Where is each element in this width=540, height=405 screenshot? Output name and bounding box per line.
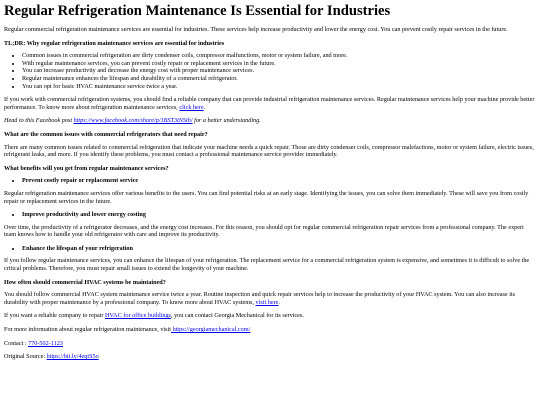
company-suffix: , you can contact Georgia Mechanical for its services. (170, 312, 304, 320)
company-prefix: If you want a reliable company to repair (4, 312, 106, 320)
list-item: • With regular maintenance services, you can prevent costly repair or replacement services in the future. (22, 60, 536, 68)
list-item: • Common issues in commercial refrigeration are dirty condenser coils, compressor malfunctions, motor or system failure, and more. (22, 52, 536, 60)
phone-link[interactable]: 770-502-1123 (28, 339, 63, 347)
facebook-paragraph (4, 117, 536, 125)
list-item: • You can opt for basic HVAC maintenance service twice a year. (22, 83, 536, 91)
benefit-2-title: • Improve productivity and lower energy costing (22, 211, 536, 219)
visit-here-link[interactable]: visit here (255, 298, 279, 306)
website-link[interactable]: https://georgiamechanical.com/ (171, 326, 251, 334)
reliable-company-paragraph (4, 96, 536, 111)
intro-paragraph: Regular commercial refrigeration maintenance services are essential for industries. These services help increase productivity and lower the energy cost. You can prevent costly repair services in the future. (4, 26, 508, 33)
tldr-list (4, 52, 536, 90)
facebook-suffix: for a better understanding. (192, 117, 261, 125)
list-item: • Regular maintenance enhances the lifespan and durability of a commercial refrigerator. (22, 75, 536, 83)
benefit-1-paragraph: Regular refrigeration maintenance services offer various benefits to the users. You can find potential risks at an early stage. Identifying the issues, you can solve them immediately. These will save you from costly repair or replacement services in the future. (4, 189, 529, 205)
source-link[interactable]: https://bit.ly/4eqtS5o (46, 353, 99, 361)
issues-paragraph: There are many common issues related to commercial refrigeration that indicate your machine needs a quick repair. Those are dirty condenser coils, compressor malefactions, motor or system failure, electric issues, refrigerant leaks, and more. If you identify these problems, you must contact a professional maintenance service provider immediately. (4, 143, 534, 159)
contact-paragraph (4, 340, 536, 348)
benefit-1-title: • Prevent costly repair or replacement service (22, 177, 536, 185)
contact-label: Contact : (4, 339, 29, 347)
list-item: • You can increase productivity and decrease the energy cost with proper maintenance services. (22, 67, 536, 75)
benefit-3-title: • Enhance the lifespan of your refrigeration (22, 245, 536, 253)
how-often-heading: How often should commercial HVAC systems be maintained? (4, 278, 166, 286)
hvac-office-link[interactable]: HVAC for office buildings (105, 312, 171, 320)
issues-heading: What are the common issues with commercial refrigerators that need repair? (4, 130, 208, 138)
benefit-2-paragraph: Over time, the productivity of a refrigerator decreases, and the energy cost increases. For this reason, you should opt for regular commercial refrigeration repair services from a professional company. The expert team knows how to handle your old refrigerator with care and improve its productivity. (4, 223, 524, 239)
facebook-post-link[interactable]: https://www.facebook.com/share/p/1BST3tNSth/ (73, 117, 193, 125)
period: . (278, 298, 280, 306)
tldr-heading: TL;DR: Why regular refrigeration maintenance services are essential for industries (4, 39, 225, 47)
more-info-prefix: For more information about regular refrigeration maintenance, visit (4, 326, 172, 334)
benefit-3-paragraph: If you follow regular maintenance services, you can enhance the lifespan of your refrigeration. The replacement service for a commercial refrigeration system is expensive, and sometimes it is difficult to solve the critical problems. Therefore, you must repair small issues to extend the longevity of your machine. (4, 257, 530, 273)
benefit-1-list (4, 177, 536, 185)
page-title: Regular Refrigeration Maintenance Is Essential for Industries (4, 3, 391, 19)
click-here-link[interactable]: click here (179, 103, 204, 111)
source-label: Original Source: (4, 353, 47, 361)
facebook-prefix: Head to this Facebook post (4, 117, 74, 125)
how-often-paragraph (4, 291, 536, 306)
benefits-heading: What benefits will you get from regular maintenance services? (4, 164, 169, 172)
source-paragraph (4, 353, 536, 361)
reliable-company-text: If you work with commercial refrigeration systems, you should find a reliable company that can provide industrial refrigeration maintenance services. Regular maintenance services help your machine provide better performance. To know more about refrigeration maintenance services, (4, 96, 535, 111)
period: . (203, 103, 206, 111)
more-info-paragraph (4, 326, 536, 334)
company-paragraph (4, 312, 536, 320)
benefit-3-list (4, 245, 536, 253)
how-often-text: You should follow commercial HVAC system maintenance service twice a year. Routine inspection and quick repair services help to increase the productivity of your HVAC system. You can also increase its durability with proper maintenance by a professional company. To know more about HVAC systems, (4, 291, 516, 306)
benefit-2-list (4, 211, 536, 219)
